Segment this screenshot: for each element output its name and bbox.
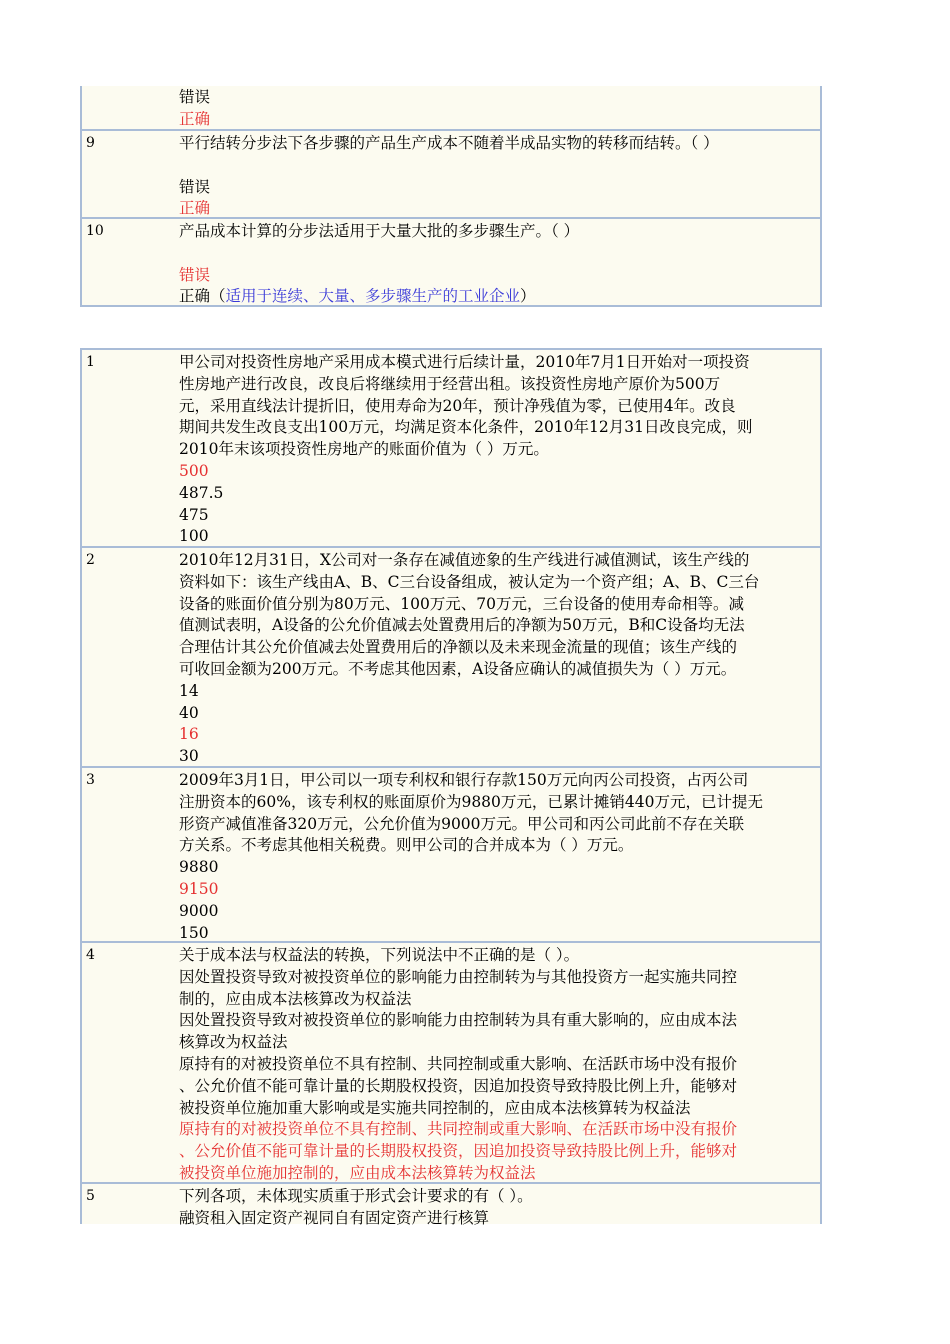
question-number: 10 [86, 223, 104, 239]
question-body [179, 550, 812, 768]
question-line: 2009年3月1日，甲公司以一项专利权和银行存款150万元向丙公司投资，占丙公司 [179, 771, 749, 789]
question-body [179, 352, 812, 548]
question-number: 1 [86, 354, 95, 370]
question-line: 合理估计其公允价值减去处置费用后的净额以及未来现金流量的现值；该生产线的 [179, 638, 738, 657]
option: 100 [179, 527, 209, 546]
question-line: 2010年末该项投资性房地产的账面价值为（ ）万元。 [179, 440, 549, 459]
option: 错误 [179, 177, 211, 196]
question-line: 元，采用直线法计提折旧，使用寿命为20年，预计净残值为零，已使用4年。改良 [179, 396, 736, 415]
correct-option: 16 [179, 725, 199, 744]
question-table-2 [80, 348, 822, 1227]
question-row-2 [82, 546, 820, 766]
correct-option-line: 、公允价值不能可靠计量的长期股权投资，因追加投资导致持股比例上升，能够对 [179, 1142, 738, 1161]
note-close: ） [520, 287, 536, 306]
question-row-9 [82, 129, 820, 217]
question-row-1 [82, 350, 820, 546]
question-line: 甲公司对投资性房地产采用成本模式进行后续计量，2010年7月1日开始对一项投资 [179, 353, 750, 371]
question-row-10 [82, 217, 820, 305]
question-body [179, 221, 812, 308]
explanation-note: 适用于连续、大量、多步骤生产的工业企业 [225, 287, 521, 306]
option: 40 [179, 703, 199, 722]
option-line: 核算改为权益法 [179, 1033, 288, 1052]
option-line: 制的，应由成本法核算改为权益法 [179, 989, 412, 1008]
correct-option: 500 [179, 461, 209, 480]
question-table-1 [80, 86, 822, 307]
question-line: 性房地产进行改良，改良后将继续用于经营出租。该投资性房地产原价为500万 [179, 374, 721, 393]
question-line: 2010年12月31日，X公司对一条存在减值迹象的生产线进行减值测试，该生产线的 [179, 551, 750, 569]
option-line: 因处置投资导致对被投资单位的影响能力由控制转为与其他投资方一起实施共同控 [179, 967, 738, 986]
option: 9880 [179, 858, 219, 877]
question-line: 设备的账面价值分别为80万元、100万元、70万元，三台设备的使用寿命相等。减 [179, 594, 745, 613]
correct-option: 9150 [179, 879, 219, 898]
question-line: 关于成本法与权益法的转换，下列说法中不正确的是（ ）。 [179, 946, 580, 964]
question-row-5 [82, 1182, 820, 1226]
option-line: 原持有的对被投资单位不具有控制、共同控制或重大影响、在活跃市场中没有报价 [179, 1054, 738, 1073]
question-row-8 [82, 86, 820, 129]
question-line: 可收回金额为200万元。不考虑其他因素，A设备应确认的减值损失为（ ）万元。 [179, 659, 737, 678]
question-line: 形资产减值准备320万元，公允价值为9000万元。甲公司和丙公司此前不存在关联 [179, 814, 745, 833]
option: 475 [179, 505, 209, 524]
question-number: 5 [86, 1188, 95, 1204]
question-row-3 [82, 766, 820, 941]
question-number: 4 [86, 947, 95, 963]
question-line: 下列各项，未体现实质重于形式会计要求的有（ ）。 [179, 1187, 533, 1205]
option: 150 [179, 923, 209, 942]
question-body [179, 945, 812, 1185]
option: 487.5 [179, 483, 224, 502]
correct-option-line: 被投资单位施加控制的，应由成本法核算转为权益法 [179, 1163, 536, 1182]
option: 融资租入固定资产视同自有固定资产进行核算 [179, 1208, 490, 1227]
question-body [179, 87, 812, 131]
option: 30 [179, 747, 199, 766]
question-body [179, 770, 812, 944]
question-line: 资料如下：该生产线由A、B、C三台设备组成，被认定为一个资产组；A、B、C三台 [179, 572, 760, 591]
option-line: 因处置投资导致对被投资单位的影响能力由控制转为具有重大影响的，应由成本法 [179, 1011, 738, 1030]
option: 9000 [179, 901, 219, 920]
correct-option: 正确 [179, 199, 211, 218]
question-number: 9 [86, 135, 95, 151]
question-number: 3 [86, 772, 95, 788]
option: 14 [179, 681, 199, 700]
question-number: 2 [86, 552, 95, 568]
option-line: 被投资单位施加重大影响或是实施共同控制的，应由成本法核算转为权益法 [179, 1098, 691, 1117]
question-line: 期间共发生改良支出100万元，均满足资本化条件，2010年12月31日改良完成，则 [179, 418, 753, 437]
option-label: 正确 [179, 287, 211, 306]
question-text: 产品成本计算的分步法适用于大量大批的多步骤生产。（ ） [179, 222, 580, 240]
note-open: （ [210, 287, 226, 306]
correct-option-line: 原持有的对被投资单位不具有控制、共同控制或重大影响、在活跃市场中没有报价 [179, 1120, 738, 1139]
option: 错误 [179, 88, 211, 106]
question-body [179, 133, 812, 220]
question-line: 注册资本的60%，该专利权的账面原价为9880万元，已累计摊销440万元，已计提无 [179, 792, 763, 811]
option [179, 286, 812, 308]
correct-option: 正确 [179, 109, 211, 128]
question-line: 值测试表明，A设备的公允价值减去处置费用后的净额为50万元，B和C设备均无法 [179, 616, 745, 635]
question-row-4 [82, 941, 820, 1182]
question-text: 平行结转分步法下各步骤的产品生产成本不随着半成品实物的转移而结转。（ ） [179, 134, 719, 152]
option-line: 、公允价值不能可靠计量的长期股权投资，因追加投资导致持股比例上升，能够对 [179, 1076, 738, 1095]
correct-option: 错误 [179, 265, 211, 284]
question-line: 方关系。不考虑其他相关税费。则甲公司的合并成本为（ ）万元。 [179, 836, 634, 855]
question-body [179, 1186, 812, 1230]
